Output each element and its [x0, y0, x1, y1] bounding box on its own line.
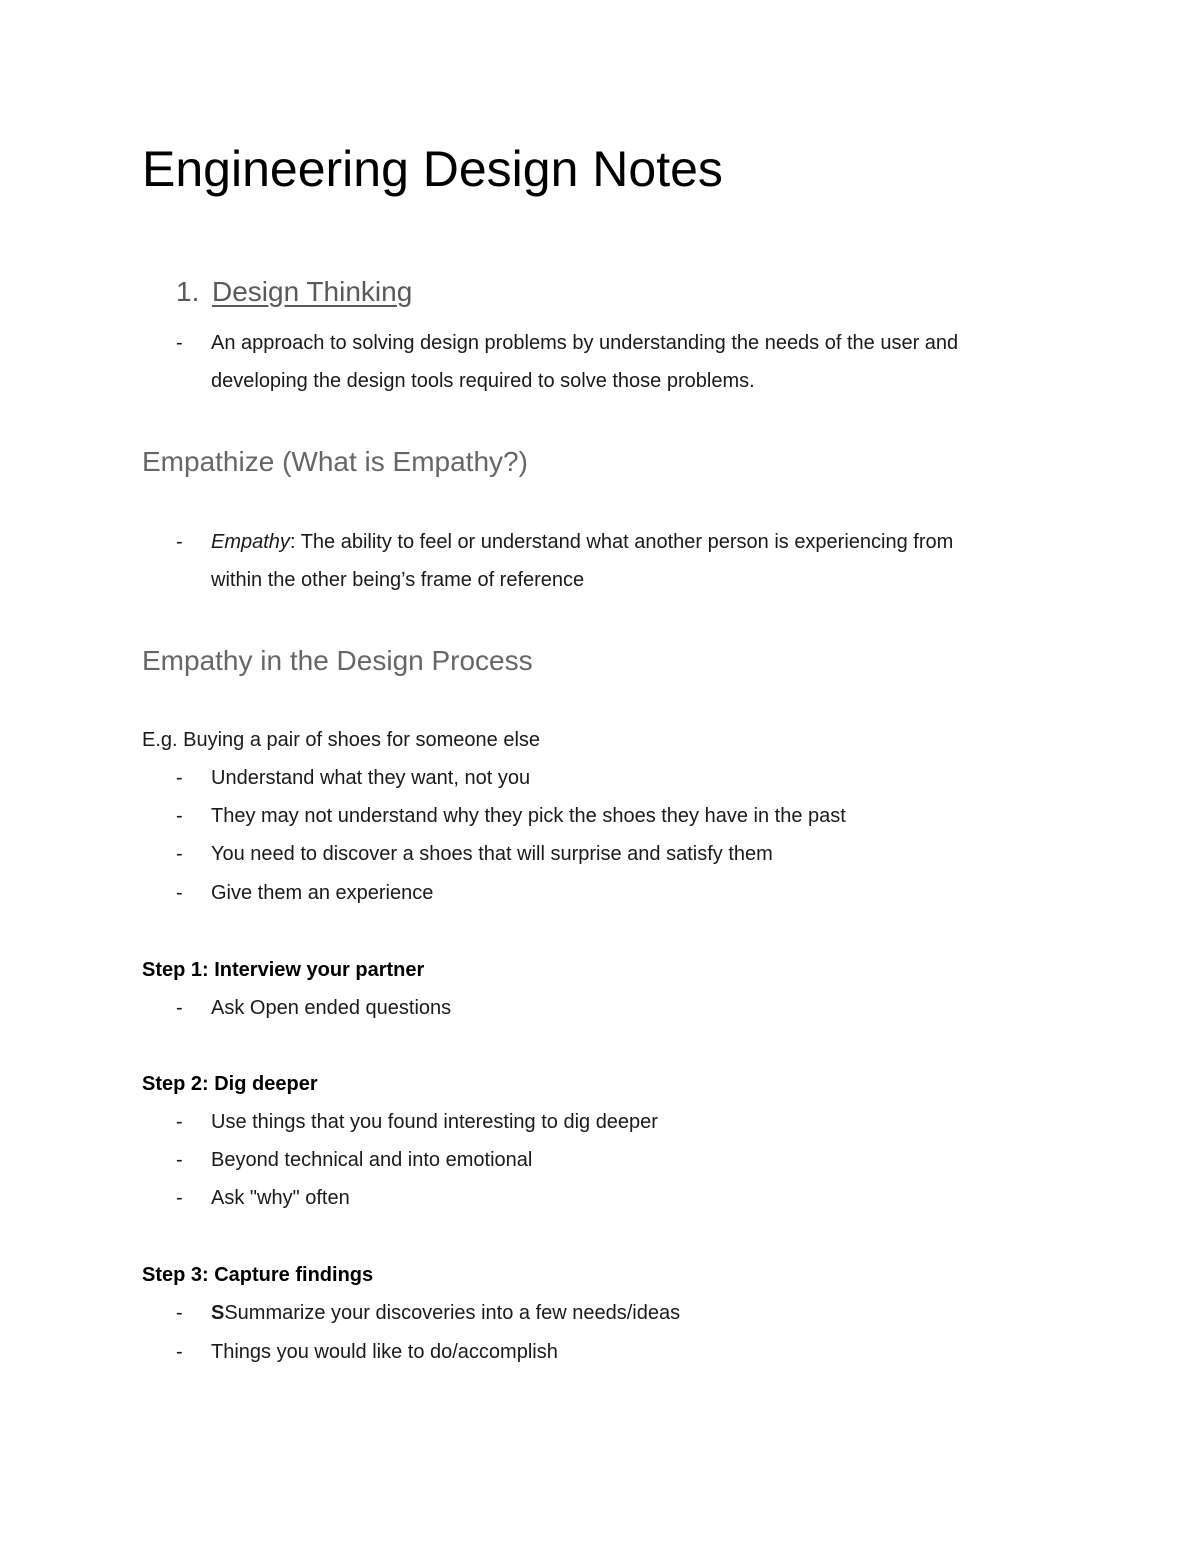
example-text: E.g. Buying a pair of shoes for someone else — [142, 729, 541, 751]
bullet-dash: - — [176, 1341, 183, 1363]
list-item-rest: Summarize your discoveries into a few needs/ideas — [224, 1302, 681, 1324]
list-item-text: Ask Open ended questions — [211, 997, 452, 1019]
bullet-dash: - — [176, 843, 183, 865]
list-item-text: Give them an experience — [211, 882, 434, 904]
list-item-text: They may not understand why they pick the shoes they have in the past — [211, 805, 846, 827]
list-item-text: You need to discover a shoes that will surprise and satisfy them — [211, 843, 773, 865]
bold-prefix: S — [211, 1302, 225, 1324]
step-1-label: Step 1: Interview your partner — [142, 959, 425, 981]
bullet-dash: - — [176, 1187, 183, 1209]
bullet-dash: - — [176, 882, 183, 904]
step-2-label: Step 2: Dig deeper — [142, 1073, 318, 1095]
empathy-term: Empathy — [211, 531, 290, 553]
document-title: Engineering Design Notes — [142, 141, 723, 197]
heading-empathize: Empathize (What is Empathy?) — [142, 446, 528, 477]
bullet-dash: - — [176, 805, 183, 827]
list-item-text: An approach to solving design problems by understanding the needs of the user and — [211, 332, 959, 354]
bullet-dash: - — [176, 767, 183, 789]
bullet-dash: - — [176, 1302, 183, 1324]
list-item-continuation: within the other being’s frame of reference — [211, 569, 585, 591]
list-item-text: Ask "why" often — [211, 1187, 350, 1209]
empathy-definition-text: : The ability to feel or understand what another person is experiencing from — [289, 531, 954, 553]
list-item-text — [211, 1301, 680, 1325]
step-3-label: Step 3: Capture findings — [142, 1264, 374, 1286]
list-item-text: Beyond technical and into emotional — [211, 1149, 533, 1171]
list-item-text: Understand what they want, not you — [211, 767, 531, 789]
empathy-definition — [211, 530, 953, 554]
bullet-dash: - — [176, 1149, 183, 1171]
section-heading-design-thinking — [176, 276, 412, 308]
section-number: 1. — [176, 276, 200, 307]
bullet-dash: - — [176, 531, 183, 553]
heading-empathy-design-process: Empathy in the Design Process — [142, 645, 533, 676]
bullet-dash: - — [176, 997, 183, 1019]
bullet-dash: - — [176, 1111, 183, 1133]
list-item-continuation: developing the design tools required to solve those problems. — [211, 370, 755, 392]
list-item-text: Use things that you found interesting to dig deeper — [211, 1111, 658, 1133]
section-heading-text: Design Thinking — [212, 276, 413, 307]
list-item-text: Things you would like to do/accomplish — [211, 1341, 558, 1363]
bullet-dash: - — [176, 332, 183, 354]
